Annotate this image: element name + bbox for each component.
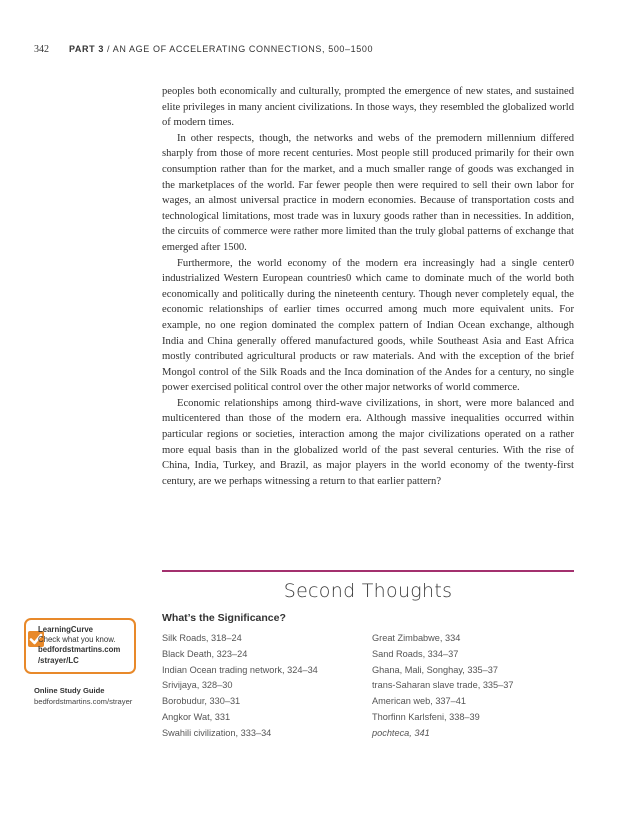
online-study-guide-title: Online Study Guide <box>34 686 105 695</box>
term-item: Ghana, Mali, Songhay, 335–37 <box>372 664 498 675</box>
term-item: Swahili civilization, 333–34 <box>162 727 272 738</box>
learning-curve-tagline: Check what you know. <box>38 635 116 645</box>
term-list-left <box>162 631 318 742</box>
term-list-right <box>372 631 513 742</box>
section-title: Second Thoughts <box>283 580 453 602</box>
paragraph-1: peoples both economically and culturally, prompted the emergence of new states, and sustained elite privileges in many ancient civilizations. In those ways, they resembled the globalized world of modern times. <box>162 86 574 129</box>
section-divider <box>162 570 574 572</box>
term-item: Indian Ocean trading network, 324–34 <box>162 664 318 675</box>
page-number: 342 <box>34 44 49 55</box>
paragraph-3: Furthermore, the world economy of the modern era increasingly had a single center0 industrialized Western European countries0 which came to dominate much of the world both economically and politically during the nineteenth century. Though never completely equal, the economic relationships of earlier times occurred among much more equivalent units. For example, no one region dominated the complex pattern of Indian Ocean exchange, although India and China generally offered manufactured goods, while Southeast Asia and East Africa mostly contributed agricultural products or raw materials. And with the exception of the brief Mongol control of the Silk Roads and the Inca domination of the Andes for a century, no single power exercised political control over the other major networks of world commerce. <box>162 257 574 394</box>
term-item: Black Death, 323–24 <box>162 648 248 659</box>
significance-heading: What’s the Significance? <box>162 612 286 624</box>
body-text <box>162 84 574 489</box>
term-item: trans-Saharan slave trade, 335–37 <box>372 680 514 691</box>
term-item: American web, 337–41 <box>372 696 466 707</box>
term-item: Borobudur, 330–31 <box>162 696 241 707</box>
term-item: Angkor Wat, 331 <box>162 711 231 722</box>
learning-curve-title: LearningCurve <box>38 625 94 634</box>
running-head-separator: / <box>103 44 113 54</box>
term-item: Thorfinn Karlsfeni, 338–39 <box>372 711 480 722</box>
term-item: Srivijaya, 328–30 <box>162 680 233 691</box>
term-item: pochteca, 341 <box>372 727 430 738</box>
learning-curve-url-path[interactable]: /strayer/LC <box>38 655 79 665</box>
paragraph-2: In other respects, though, the networks and webs of the premodern millennium differed sharply from those of more recent centuries. Most people still produced primarily for their own consumption rather than for the market, and a much smaller range of goods was exchanged in the marketplaces of the world. Far fewer people then were required to sell their own labor for wages, an almost universal practice in modern economies. Because of transportation costs and technological limitations, most trade was in luxury goods rather than in necessities. In addition, the circuits of commerce were rather more limited than the truly global patterns of exchange that emerged after 1500. <box>162 132 574 253</box>
term-item: Sand Roads, 334–37 <box>372 648 459 659</box>
online-study-guide <box>34 686 132 707</box>
learning-curve-url[interactable]: bedfordstmartins.com <box>38 645 121 655</box>
running-head <box>34 44 373 55</box>
term-item: Great Zimbabwe, 334 <box>372 633 461 643</box>
part-title: AN AGE OF ACCELERATING CONNECTIONS, 500–1500 <box>112 44 374 54</box>
online-study-guide-url[interactable]: bedfordstmartins.com/strayer <box>34 696 133 706</box>
term-item: Silk Roads, 318–24 <box>162 633 242 643</box>
learning-curve-text <box>38 625 120 666</box>
part-label: PART 3 <box>69 44 104 54</box>
paragraph-4: Economic relationships among third-wave civilizations, in short, were more balanced and multicentered than those of the modern era. Although massive inequalities occurred within particular regions or societies, interaction among the major civilizations operated on a rather more equal basis than in the globalized world of the past several centuries. With the rise of China, India, Turkey, and Brazil, as major players in the world economy of the twenty-first century, are we perhaps witnessing a return to that earlier pattern? <box>162 397 574 487</box>
